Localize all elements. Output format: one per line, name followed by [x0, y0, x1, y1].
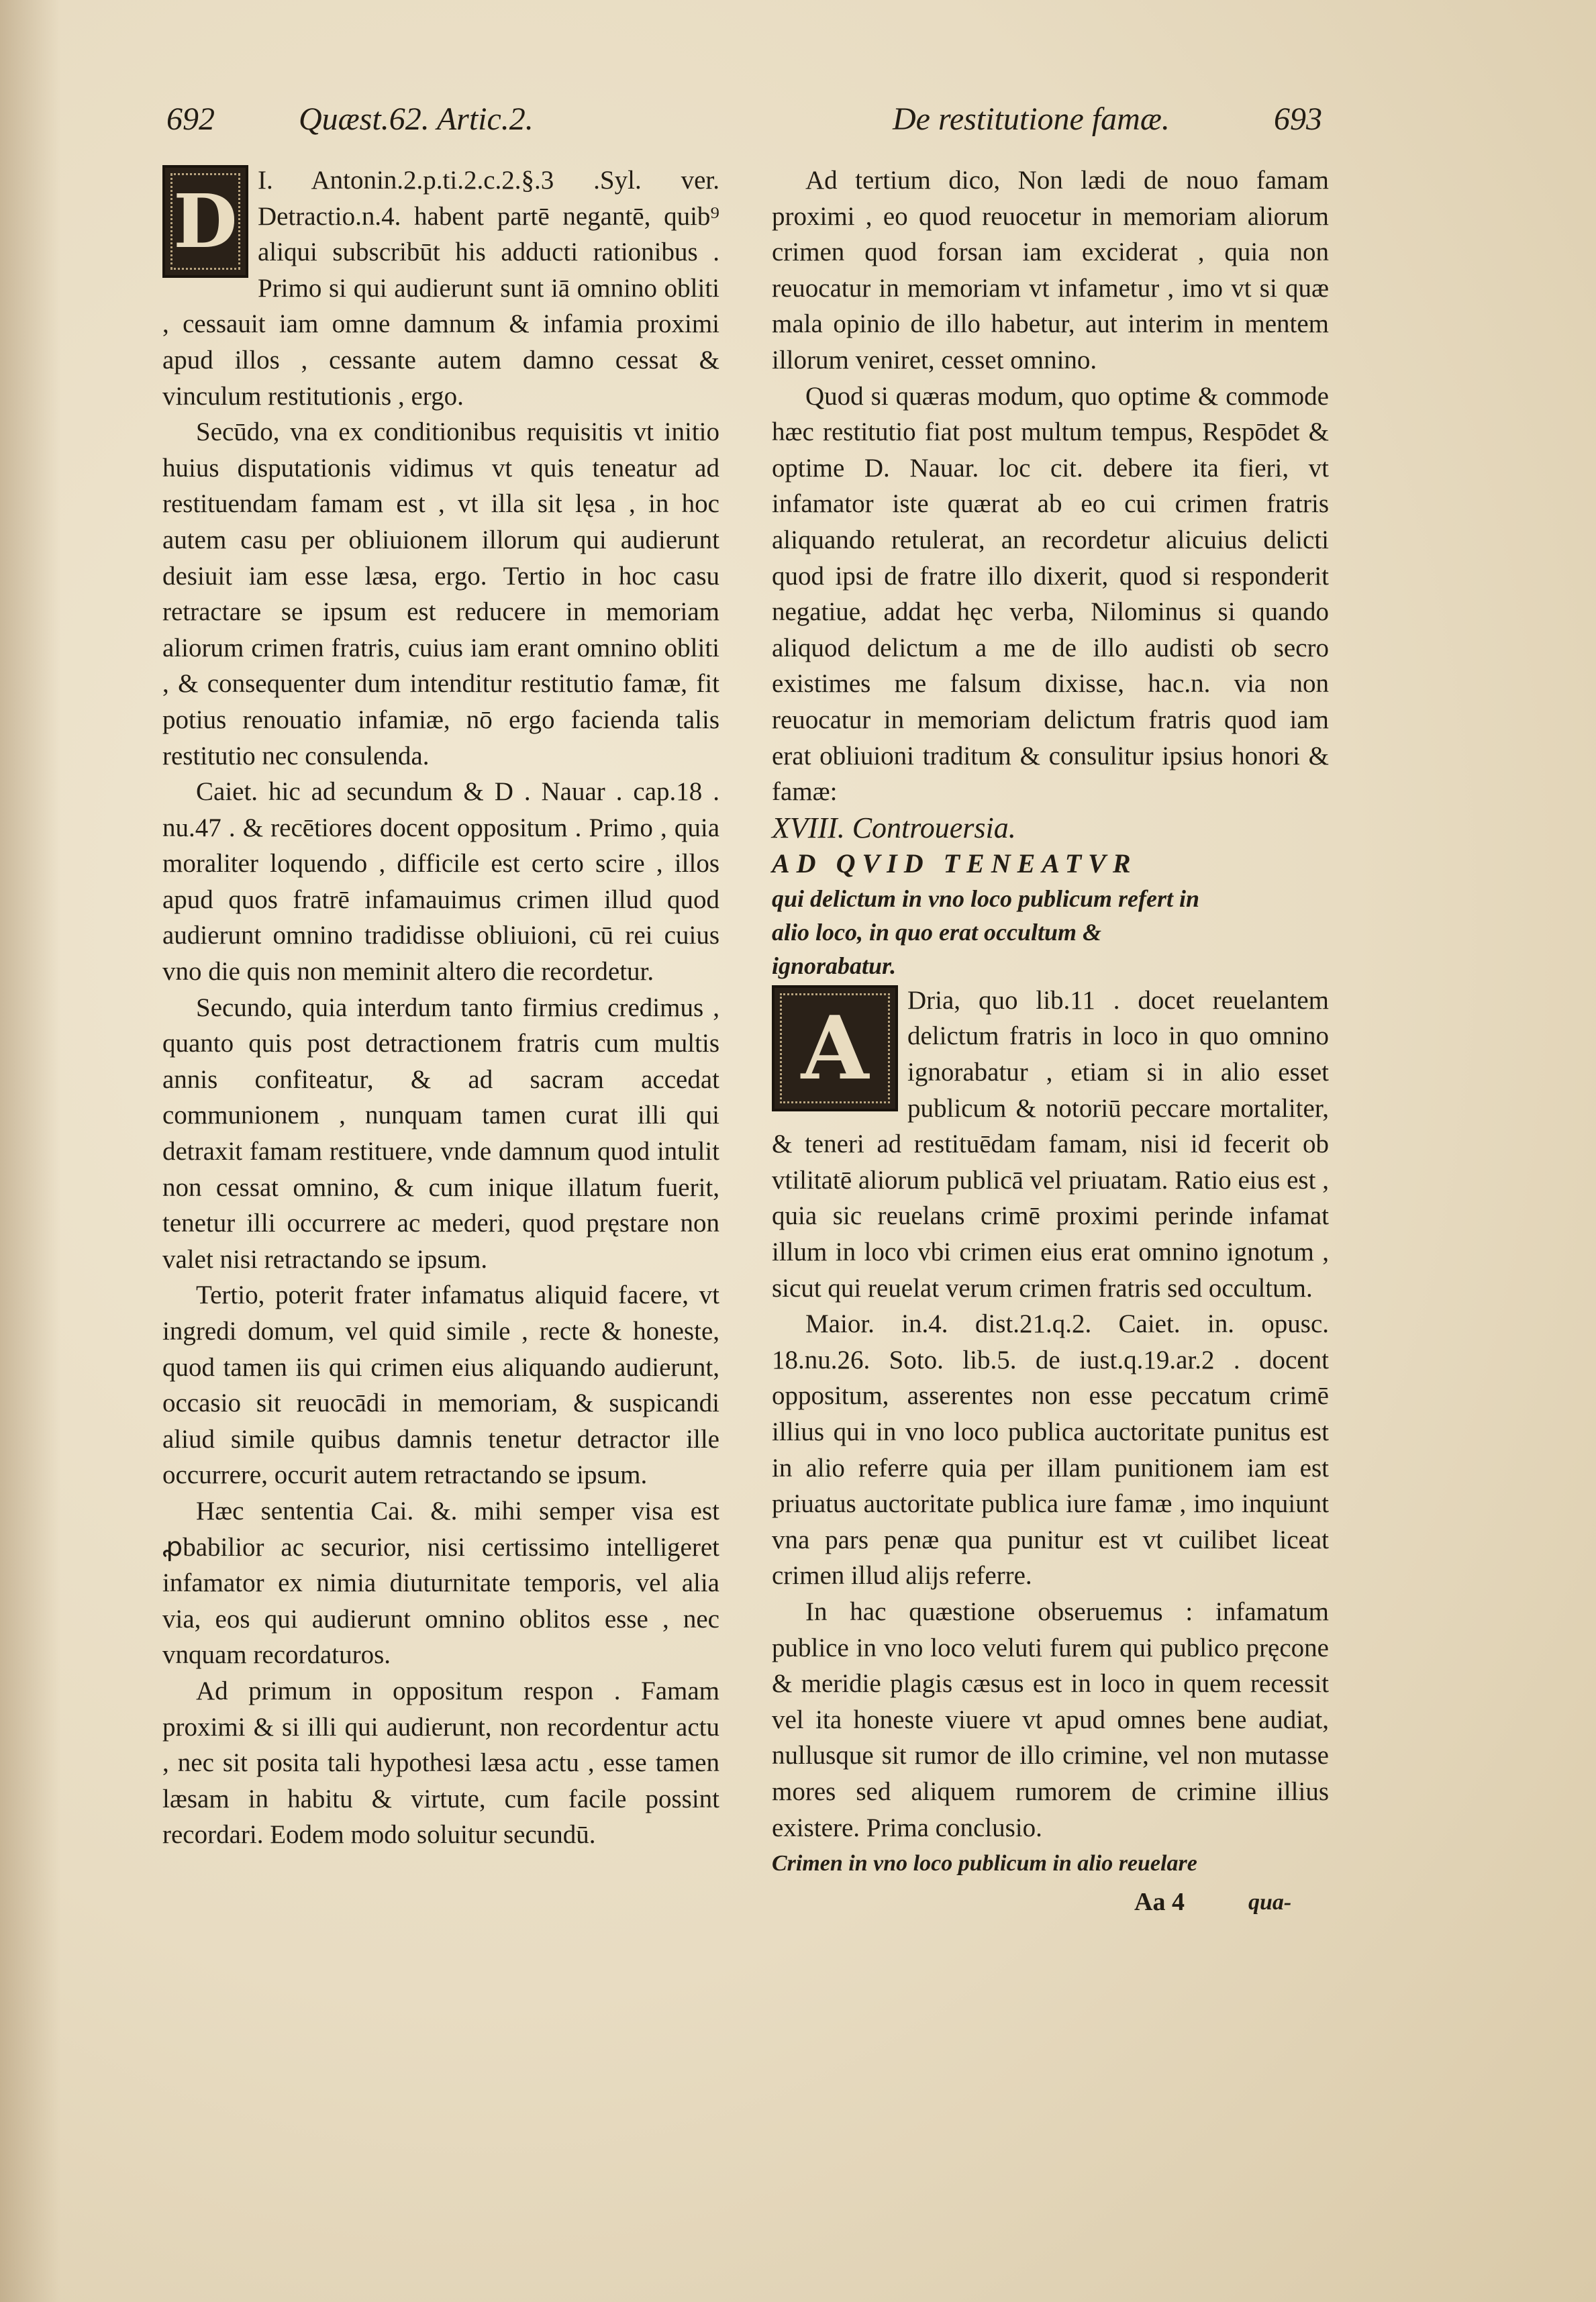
paragraph: Maior. in.4. dist.21.q.2. Caiet. in. opusc. 18.nu.26. Soto. lib.5. de iust.q.19.ar.2 . docent oppositum, asserentes non esse peccatum crimē illius qui in vno loco publica auctoritate punitus est in alio referre quia per illam punitionem iam est priuatus auctoritate publica iure famæ , imo inquiunt vna pars penæ qua punitur est vt cuilibet liceat crimen illud alijs referre. — [772, 1309, 1329, 1591]
right-running-title: De restitutione famæ. — [893, 101, 1170, 137]
paragraph: I. Antonin.2.p.ti.2.c.2.§.3 .Syl. ver. Detractio.n.4. habent partē negantē, quib⁹ aliqui subscribūt his adducti rationibus . Primo si qui audierunt sunt iā omnino obliti , cessauit iam omne damnum & infamia proximi apud illos , cessante autem damno cessat & vinculum restitutionis , ergo. — [162, 166, 719, 411]
rubric-line: ignorabatur. — [772, 952, 897, 979]
section-rubric — [772, 882, 1329, 983]
signature-line — [772, 1885, 1329, 1918]
paragraph: In hac quæstione obseruemus : infamatum publice in vno loco veluti furem qui publico pręcone & meridie plagis cæsus est in loco in quem recessit vel ita honeste viuere vt apud omnes bene audiat, nullusque sit rumor de illo crimine, vel non mutasse mores sed aliquem rumorem de crimine illius existere. Prima conclusio. — [772, 1597, 1329, 1842]
right-column — [772, 162, 1329, 1918]
left-running-title: Quæst.62. Artic.2. — [299, 101, 534, 137]
initial-letter: D — [173, 178, 238, 264]
paragraph: Secūdo, vna ex conditionibus requisitis vt initio huius disputationis vidimus vt quis teneatur ad restituendam famam est , vt illa sit lęsa , in hoc autem casu per obliuionem illorum qui audierunt desiuit iam esse læsa, ergo. Tertio in hoc casu retractare se ipsum est reducere in memoriam aliorum crimen fratris, cuius iam erant omnino obliti , & consequenter dum intenditur restitutio famæ, fit potius renouatio infamiæ, nō ergo facienda talis restitutio nec consulenda. — [162, 417, 719, 770]
gutter-shadow — [0, 0, 60, 2302]
section-rubric-caps: AD QVID TENEATVR — [772, 848, 1138, 879]
rubric-line: alio loco, in quo erat occultum & — [772, 918, 1102, 946]
catchline: Crimen in vno loco publicum in alio reuelare — [772, 1851, 1197, 1876]
left-page-number: 692 — [166, 101, 215, 137]
rubric-line: qui delictum in vno loco publicum refert in — [772, 885, 1200, 912]
paragraph: Secundo, quia interdum tanto firmius credimus , quanto quis post detractionem fratris cum multis annis confiteatur, & ad sacram accedat communionem , nunquam tamen curat illi qui detraxit famam restituere, vnde damnum quod intulit non cessat omnino, & cum inique illatum fuerit, tenetur illi occurrere ac mederi, quod pręstare non valet nisi retractando se ipsum. — [162, 993, 719, 1274]
controversy-heading: XVIII. Controuersia. — [772, 811, 1016, 844]
initial-letter: A — [801, 996, 869, 1099]
paragraph: Caiet. hic ad secundum & D . Nauar . cap.18 . nu.47 . & recētiores docent oppositum . Primo , quia moraliter loquendo , difficile est certo scire , illos apud quos fratrē infamauimus crimen illud quod audierunt omnino tradidisse obliuioni, cū rei cuius vno die quis non meminit altero die recordetur. — [162, 777, 719, 987]
paragraph: Tertio, poterit frater infamatus aliquid facere, vt ingredi domum, vel quid simile , recte & honeste, quod tamen iis qui crimen eius aliquando audierunt, occasio sit reuocādi in memoriam, & suspicandi aliud simile quibus damnis tenetur detractor ille occurrere, occurit autem retractando se ipsum. — [162, 1281, 719, 1490]
decorated-initial-a — [772, 985, 898, 1111]
paragraph: Hæc sententia Cai. &. mihi semper visa est ꝓbabilior ac securior, nisi certissimo intelligeret infamator ex nimia diuturnitate temporis, vel alia via, eos qui audierunt omnino oblitos esse , nec vnquam recordaturos. — [162, 1496, 719, 1670]
catchword: qua- — [1248, 1889, 1292, 1915]
paragraph: Ad tertium dico, Non lædi de nouo famam proximi , eo quod reuocetur in memoriam aliorum crimen quod forsan iam exciderat , quia non reuocatur in memoriam vt infametur , imo vt si quæ mala opinio de illo habetur, aut interim in mentem illorum veniret, cesset omnino. — [772, 166, 1329, 374]
paragraph: Ad primum in oppositum respon . Famam proximi & si illi qui audierunt, non recordentur actu , nec sit posita tali hypothesi læsa actu , esse tamen læsam in habitu & virtute, cum facile possint recordari. Eodem modo soluitur secundū. — [162, 1676, 719, 1850]
signature-mark: Aa 4 — [1134, 1887, 1185, 1916]
paragraph: Dria, quo lib.11 . docet reuelantem delictum fratris in loco in quo omnino ignorabatur , etiam si in alio esset publicum & notoriū peccare mortaliter, & teneri ad restituēdam famam, nisi id fecerit ob vtilitatē aliorum publicā vel priuatam. Ratio eius est , quia sic reuelans crimē proximi perinde infamat illum in loco vbi crimen eius erat omnino ignotum , sicut qui reuelat verum crimen fratris sed occultum. — [772, 985, 1329, 1303]
left-column — [162, 162, 719, 1853]
paragraph: Quod si quæras modum, quo optime & commode hæc restitutio fiat post multum tempus, Respōdet & optime D. Nauar. loc cit. debere ita fieri, vt infamator iste quærat ab eo cui crimen fratris aliquando retulerat, an recordetur alicuius delicti quod ipsi de fratre illo dixerit, quod si responderit negatiue, addat hęc verba, Nilominus si quando aliquod delictum a me de illo audisti ob secro existimes me falsum dixisse, hac.n. via non reuocatur in memoriam delictum fratris quod iam erat obliuioni traditum & consulitur ipsius honori & famæ: — [772, 381, 1329, 807]
right-page-number: 693 — [1274, 101, 1322, 137]
decorated-initial-d — [162, 165, 248, 278]
